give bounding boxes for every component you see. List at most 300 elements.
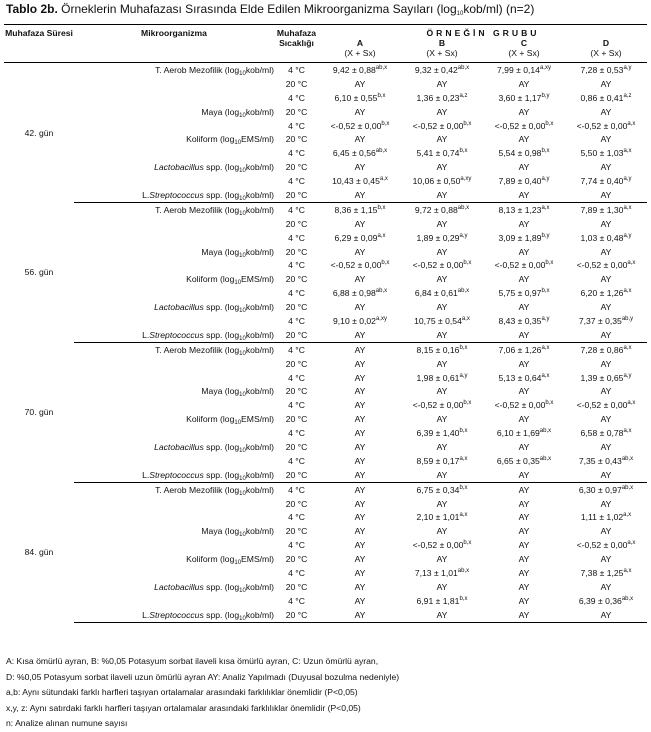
organism-cell: Maya $(\log_{10}kob/ml)$ [201, 526, 274, 539]
value-cell-b: $9,32 \pm 0,42^{ab,x}$ [414, 64, 470, 75]
significance-letters: a,y [623, 232, 632, 239]
value-cell-b: $1,98 \pm 0,61^{a,y}$ [416, 372, 468, 383]
temperature-cell: 4 °C [288, 92, 305, 103]
organism-cell: Koliform $(\log_{10}EMS/ml)$ [186, 414, 274, 427]
table-row [4, 119, 647, 133]
temperature-cell: 4 °C [288, 428, 305, 439]
organism-cell [74, 497, 274, 511]
organism-cell: L.Streptococcus spp. $(\log_{10}kob/ml)$ [74, 328, 274, 342]
data-table [4, 24, 647, 623]
organism-cell [74, 231, 274, 245]
value-cell-a: $9,10 \pm 0,02^{a,xy}$ [333, 315, 387, 326]
significance-letters: a,x [461, 315, 470, 322]
value-cell-a: $6,45 \pm 0,56^{ab,x}$ [332, 148, 388, 159]
significance-letters: b,x [459, 428, 468, 435]
table-row [4, 580, 647, 594]
organism-cell [74, 511, 274, 525]
temperature-cell: 20 °C [285, 441, 308, 452]
temperature-cell: 4 °C [288, 512, 305, 523]
significance-letters: a,y [459, 232, 468, 239]
significance-letters: b,x [541, 148, 550, 155]
table-row [4, 608, 647, 622]
value-cell-b: $7,13 \pm 1,01^{ab,x}$ [414, 568, 470, 578]
value-cell-c: AY [518, 386, 530, 397]
significance-letters: a,x [379, 176, 388, 183]
value-cell-a: AY [354, 106, 366, 117]
organism-cell: Lactobacillus spp. $(\log_{10}kob/ml)$ [154, 441, 274, 454]
value-cell-b: $8,15 \pm 0,16^{b,x}$ [416, 344, 468, 355]
value-cell-d: AY [600, 554, 612, 565]
table-row [4, 426, 647, 440]
value-cell-c: AY [483, 468, 565, 482]
value-cell-c: $<-0,52 \pm 0,00^{b,x}$ [494, 260, 554, 271]
value-cell-c: $<-0,52 \pm 0,00^{b,x}$ [494, 400, 554, 411]
col-d-header: D [602, 38, 610, 48]
temperature-cell: 20 °C [285, 274, 308, 285]
significance-letters: ab,x [457, 288, 470, 295]
organism-cell [74, 426, 274, 440]
temperature-cell: 20 °C [274, 328, 319, 342]
temperature-cell: 20 °C [285, 581, 308, 592]
value-cell-a: $8,36 \pm 1,15^{b,x}$ [334, 204, 386, 215]
organism-cell [74, 77, 274, 91]
table-row [4, 202, 647, 216]
value-cell-c: AY [518, 302, 530, 313]
value-cell-c: AY [483, 328, 565, 342]
value-cell-c: AY [518, 498, 530, 509]
temperature-cell: 4 °C [288, 148, 305, 159]
table-row [4, 160, 647, 174]
value-cell-a: AY [354, 484, 366, 495]
title-subscript: 10 [456, 11, 464, 17]
significance-letters: b,x [463, 540, 472, 547]
value-cell-a: AY [319, 608, 401, 622]
organism-cell: Koliform $(\log_{10}EMS/ml)$ [186, 134, 274, 147]
col-d-stat: (X + Sx) [565, 48, 647, 63]
table-row [4, 552, 647, 566]
temperature-cell: 20 °C [285, 78, 308, 89]
value-cell-c: $8,13 \pm 1,23^{a,x}$ [498, 204, 550, 215]
organism-cell [74, 566, 274, 580]
value-cell-d: $7,38 \pm 1,25^{a,x}$ [580, 568, 632, 578]
value-cell-a: $6,10 \pm 0,55^{b,x}$ [334, 92, 386, 103]
value-cell-c: $5,75 \pm 0,97^{b,x}$ [498, 288, 550, 299]
value-cell-b: AY [401, 468, 483, 482]
table-row [4, 538, 647, 552]
table-number: Tablo 2b. [6, 2, 58, 16]
value-cell-b: $<-0,52 \pm 0,00^{b,x}$ [412, 540, 472, 551]
duration-cell: 56. gün [24, 267, 54, 278]
organism-cell: T. Aerob Mezofilik $(\log_{10}kob/ml)$ [155, 64, 274, 77]
temperature-cell: 4 °C [288, 120, 305, 131]
significance-letters: a,x [623, 512, 632, 519]
footnote: n: Analize alınan numune sayısı [6, 718, 128, 728]
temperature-cell: 4 °C [288, 595, 305, 606]
significance-letters: a,x [623, 568, 632, 574]
value-cell-b: AY [436, 554, 448, 565]
value-cell-c: AY [518, 512, 530, 523]
temperature-cell: 20 °C [285, 162, 308, 173]
organism-cell [74, 258, 274, 272]
significance-letters: b,x [463, 400, 472, 407]
temperature-cell: 20 °C [274, 608, 319, 622]
value-cell-b: AY [436, 218, 448, 229]
value-cell-d: AY [600, 302, 612, 313]
value-cell-d: $5,50 \pm 1,03^{a,x}$ [580, 148, 632, 159]
value-cell-c: AY [518, 134, 530, 145]
value-cell-b: AY [436, 526, 448, 537]
significance-letters: b,y [541, 92, 550, 99]
organism-cell [74, 371, 274, 385]
significance-letters: ab,x [539, 455, 552, 462]
organism-cell: L.Streptococcus spp. $(\log_{10}kob/ml)$ [74, 468, 274, 482]
temperature-cell: 4 °C [288, 455, 305, 466]
value-cell-d: $7,35 \pm 0,43^{ab,x}$ [578, 455, 634, 466]
organism-header: Mikroorganizma [74, 25, 274, 63]
value-cell-c: AY [518, 78, 530, 89]
table-row [4, 454, 647, 468]
value-cell-a: AY [354, 386, 366, 397]
temperature-cell: 20 °C [285, 386, 308, 397]
significance-letters: a,x [623, 344, 632, 351]
value-cell-a: AY [354, 526, 366, 537]
temperature-cell: 20 °C [285, 106, 308, 117]
significance-letters: a,x [541, 344, 550, 351]
footnote: D: %0,05 Potasyum sorbat ilaveli uzun ömürlü ayran AY: Analiz Yapılmadı (Duyusal bozulma nedeniyle) [6, 671, 400, 682]
value-cell-b: AY [436, 134, 448, 145]
organism-cell [74, 119, 274, 133]
value-cell-a: AY [354, 540, 366, 551]
value-cell-d: AY [600, 441, 612, 452]
value-cell-a: AY [354, 218, 366, 229]
value-cell-b: $10,06 \pm 0,50^{a,xy}$ [412, 176, 472, 187]
value-cell-b: AY [436, 498, 448, 509]
value-cell-c: AY [518, 554, 530, 565]
value-cell-d: AY [600, 386, 612, 397]
value-cell-c: $3,09 \pm 1,89^{b,y}$ [498, 232, 550, 243]
value-cell-d: $1,03 \pm 0,48^{a,y}$ [580, 232, 632, 243]
significance-letters: b,y [541, 232, 550, 239]
value-cell-b: $6,84 \pm 0,61^{ab,x}$ [414, 288, 470, 299]
significance-letters: b,x [459, 595, 468, 602]
value-cell-b: $9,72 \pm 0,88^{ab,x}$ [414, 204, 470, 215]
table-row [4, 77, 647, 91]
temperature-cell: 20 °C [285, 302, 308, 313]
temperature-cell: 20 °C [285, 526, 308, 537]
value-cell-a: AY [354, 162, 366, 173]
table-row [4, 91, 647, 105]
value-cell-d: $7,37 \pm 0,35^{ab,y}$ [578, 315, 634, 326]
organism-cell [74, 91, 274, 105]
value-cell-a: AY [354, 246, 366, 257]
duration-cell: 42. gün [24, 127, 54, 138]
value-cell-d: AY [565, 468, 647, 482]
value-cell-b: $<-0,52 \pm 0,00^{b,x}$ [412, 120, 472, 131]
table-row [4, 146, 647, 160]
value-cell-d: AY [600, 498, 612, 509]
table-row [4, 63, 647, 77]
footnote: A: Kısa ömürlü ayran, B: %0,05 Potasyum sorbat ilaveli kısa ömürlü ayran, C: Uzun ömürlü ayran, [6, 656, 379, 666]
significance-letters: a,x [623, 204, 632, 211]
significance-letters: a,z [623, 92, 632, 99]
table-row [4, 566, 647, 580]
temperature-cell: 4 °C [288, 484, 305, 495]
value-cell-d: $<-0,52 \pm 0,00^{a,x}$ [576, 540, 636, 551]
value-cell-a: AY [354, 78, 366, 89]
value-cell-a: AY [354, 414, 366, 425]
value-cell-b: $6,39 \pm 1,40^{b,x}$ [416, 428, 468, 439]
table-row [4, 217, 647, 231]
value-cell-b: AY [436, 78, 448, 89]
temperature-cell: 4 °C [288, 260, 305, 271]
temperature-cell: 4 °C [288, 315, 305, 326]
value-cell-a: $6,88 \pm 0,98^{ab,x}$ [332, 288, 388, 299]
value-cell-c: AY [518, 106, 530, 117]
significance-letters: a,y [459, 372, 468, 379]
table-row [4, 357, 647, 371]
value-cell-d: $7,89 \pm 1,30^{a,x}$ [580, 204, 632, 215]
value-cell-c: $5,13 \pm 0,64^{a,x}$ [498, 372, 550, 383]
value-cell-b: $6,91 \pm 1,81^{b,x}$ [416, 595, 468, 606]
temperature-cell: 20 °C [285, 414, 308, 425]
temperature-cell: 4 °C [288, 176, 305, 187]
significance-letters: b,x [463, 260, 472, 267]
temperature-cell: 20 °C [274, 188, 319, 202]
table-row [4, 286, 647, 300]
value-cell-a: AY [354, 568, 366, 578]
organism-cell: T. Aerob Mezofilik $(\log_{10}kob/ml)$ [155, 484, 274, 497]
value-cell-b: $10,75 \pm 0,54^{a,x}$ [414, 315, 470, 326]
value-cell-c: AY [518, 568, 530, 578]
temperature-cell: 20 °C [285, 498, 308, 509]
significance-letters: a,x [627, 120, 636, 127]
temperature-cell: 4 °C [288, 64, 305, 75]
table-row [4, 398, 647, 412]
significance-letters: a,x [459, 512, 468, 519]
organism-cell [74, 146, 274, 160]
value-cell-a: AY [354, 498, 366, 509]
header-row-1 [4, 25, 647, 39]
value-cell-d: AY [565, 188, 647, 202]
value-cell-c: AY [518, 358, 530, 369]
table-body [4, 63, 647, 623]
value-cell-a: AY [319, 468, 401, 482]
significance-letters: a,x [627, 400, 636, 407]
value-cell-a: AY [354, 358, 366, 369]
significance-letters: ab,x [375, 148, 388, 155]
value-cell-b: AY [436, 386, 448, 397]
table-row [4, 497, 647, 511]
significance-letters: b,x [463, 120, 472, 127]
value-cell-c: AY [518, 218, 530, 229]
footnotes [6, 654, 399, 732]
value-cell-b: $2,10 \pm 1,01^{a,x}$ [416, 512, 468, 523]
significance-letters: ab,x [457, 64, 470, 71]
title-text: Örneklerin Muhafazası Sırasında Elde Edilen Mikroorganizma Sayıları (log [61, 2, 457, 16]
value-cell-a: AY [354, 428, 366, 439]
value-cell-b: AY [436, 106, 448, 117]
table-row [4, 440, 647, 454]
temperature-cell: 4 °C [288, 568, 305, 578]
significance-letters: a,x [377, 232, 386, 239]
value-cell-d: AY [600, 218, 612, 229]
value-cell-b: $<-0,52 \pm 0,00^{b,x}$ [412, 260, 472, 271]
significance-letters: a,x [541, 372, 550, 379]
significance-letters: a,xy [375, 315, 387, 322]
value-cell-b: $6,75 \pm 0,34^{b,x}$ [416, 484, 468, 495]
significance-letters: a,xy [539, 64, 551, 71]
value-cell-c: AY [518, 414, 530, 425]
value-cell-a: AY [354, 441, 366, 452]
organism-cell: Koliform $(\log_{10}EMS/ml)$ [186, 554, 274, 567]
table-row [4, 231, 647, 245]
table-row [4, 245, 647, 259]
value-cell-d: AY [600, 274, 612, 285]
significance-letters: b,x [381, 120, 390, 127]
value-cell-c: $<-0,52 \pm 0,00^{b,x}$ [494, 120, 554, 131]
value-cell-d: AY [565, 328, 647, 342]
temperature-header: Muhafaza Sıcaklığı [274, 25, 319, 63]
value-cell-b: AY [436, 246, 448, 257]
value-cell-c: AY [518, 274, 530, 285]
temperature-cell: 20 °C [285, 134, 308, 145]
significance-letters: a,x [541, 204, 550, 211]
organism-cell [74, 594, 274, 608]
significance-letters: b,x [545, 120, 554, 127]
value-cell-a: AY [354, 581, 366, 592]
duration-cell: 84. gün [24, 547, 54, 558]
value-cell-b: $8,59 \pm 0,17^{a,x}$ [416, 455, 468, 466]
value-cell-d: $1,11 \pm 1,02^{a,x}$ [580, 512, 632, 523]
value-cell-a: AY [319, 188, 401, 202]
value-cell-c: $8,43 \pm 0,35^{a,y}$ [498, 315, 550, 326]
temperature-cell: 4 °C [288, 372, 305, 383]
temperature-cell: 4 °C [288, 344, 305, 355]
significance-letters: a,y [623, 372, 632, 379]
value-cell-d: AY [600, 162, 612, 173]
significance-letters: ab,x [621, 595, 634, 602]
duration-header: Muhafaza Süresi [4, 25, 74, 63]
significance-letters: a,y [623, 64, 632, 71]
temperature-cell: 4 °C [288, 540, 305, 551]
organism-cell: Koliform $(\log_{10}EMS/ml)$ [186, 274, 274, 287]
value-cell-a: AY [354, 274, 366, 285]
significance-letters: b,x [381, 260, 390, 267]
value-cell-a: AY [354, 554, 366, 565]
value-cell-c: AY [518, 162, 530, 173]
significance-letters: ab,x [375, 64, 388, 71]
value-cell-c: $6,65 \pm 0,35^{ab,x}$ [496, 455, 552, 466]
value-cell-d: AY [600, 526, 612, 537]
value-cell-a: AY [354, 512, 366, 523]
significance-letters: a,y [623, 176, 632, 183]
value-cell-d: AY [600, 246, 612, 257]
organism-cell: Maya $(\log_{10}kob/ml)$ [201, 106, 274, 119]
organism-cell: Lactobacillus spp. $(\log_{10}kob/ml)$ [154, 162, 274, 175]
col-c-stat: (X + Sx) [483, 48, 565, 63]
value-cell-d: $<-0,52 \pm 0,00^{a,x}$ [576, 400, 636, 411]
significance-letters: ab,x [621, 455, 634, 462]
significance-letters: a,x [459, 455, 468, 462]
significance-letters: b,x [545, 260, 554, 267]
value-cell-d: AY [565, 608, 647, 622]
value-cell-b: $1,36 \pm 0,23^{a,z}$ [416, 92, 468, 103]
col-b-stat: (X + Sx) [401, 48, 483, 63]
table-row [4, 524, 647, 538]
value-cell-b: AY [436, 441, 448, 452]
organism-cell: L.Streptococcus spp. $(\log_{10}kob/ml)$ [74, 188, 274, 202]
table-row [4, 132, 647, 146]
temperature-cell: 20 °C [285, 554, 308, 565]
value-cell-b: AY [436, 274, 448, 285]
value-cell-b: AY [436, 162, 448, 173]
col-c-header: C [520, 38, 528, 48]
significance-letters: a,z [459, 92, 468, 99]
col-b-header: B [438, 38, 446, 48]
value-cell-a: $<-0,52 \pm 0,00^{b,x}$ [330, 260, 390, 271]
value-cell-c: $7,89 \pm 0,40^{a,y}$ [498, 176, 550, 187]
organism-cell: T. Aerob Mezofilik $(\log_{10}kob/ml)$ [155, 344, 274, 357]
value-cell-b: AY [436, 358, 448, 369]
value-cell-c: AY [518, 246, 530, 257]
significance-letters: a,x [623, 288, 632, 295]
group-header: ÖRNEĞİN GRUBU [319, 25, 647, 39]
organism-cell [74, 398, 274, 412]
value-cell-d: AY [600, 78, 612, 89]
value-cell-d: $<-0,52 \pm 0,00^{a,x}$ [576, 260, 636, 271]
significance-letters: a,x [627, 540, 636, 547]
organism-cell [74, 357, 274, 371]
footnote: a,b: Aynı sütundaki farklı harfleri taşıyan ortalamalar arasındaki farklılıklar önemlidir (P<0,05) [6, 687, 358, 697]
value-cell-a: AY [354, 400, 366, 411]
value-cell-a: AY [354, 455, 366, 466]
value-cell-d: $6,20 \pm 1,26^{a,x}$ [580, 288, 632, 299]
table-row [4, 412, 647, 426]
significance-letters: b,x [377, 204, 386, 211]
value-cell-d: $6,30 \pm 0,97^{ab,x}$ [578, 484, 634, 495]
organism-cell [74, 538, 274, 552]
temperature-cell: 4 °C [288, 400, 305, 411]
value-cell-d: $7,28 \pm 0,86^{a,x}$ [580, 344, 632, 355]
table-row [4, 342, 647, 356]
table-title [6, 2, 534, 16]
col-a-stat: (X + Sx) [319, 48, 401, 63]
value-cell-c: AY [518, 581, 530, 592]
value-cell-d: $<-0,52 \pm 0,00^{a,x}$ [576, 120, 636, 131]
significance-letters: a,y [541, 176, 550, 183]
value-cell-d: AY [600, 106, 612, 117]
value-cell-c: AY [518, 595, 530, 606]
table-row [4, 105, 647, 119]
temperature-cell: 20 °C [285, 218, 308, 229]
significance-letters: a,x [623, 428, 632, 435]
value-cell-a: AY [354, 595, 366, 606]
value-cell-b: $<-0,52 \pm 0,00^{b,x}$ [412, 400, 472, 411]
value-cell-b: $5,41 \pm 0,74^{b,x}$ [416, 148, 468, 159]
significance-letters: b,x [541, 288, 550, 295]
value-cell-b: AY [401, 188, 483, 202]
duration-cell: 70. gün [24, 407, 54, 418]
value-cell-b: AY [436, 302, 448, 313]
value-cell-c: AY [518, 540, 530, 551]
table-row [4, 272, 647, 286]
significance-letters: ab,x [539, 428, 552, 435]
significance-letters: b,x [545, 400, 554, 407]
value-cell-a: $9,42 \pm 0,88^{ab,x}$ [332, 64, 388, 75]
value-cell-d: AY [600, 414, 612, 425]
value-cell-d: $1,39 \pm 0,65^{a,y}$ [580, 372, 632, 383]
significance-letters: ab,x [457, 204, 470, 211]
